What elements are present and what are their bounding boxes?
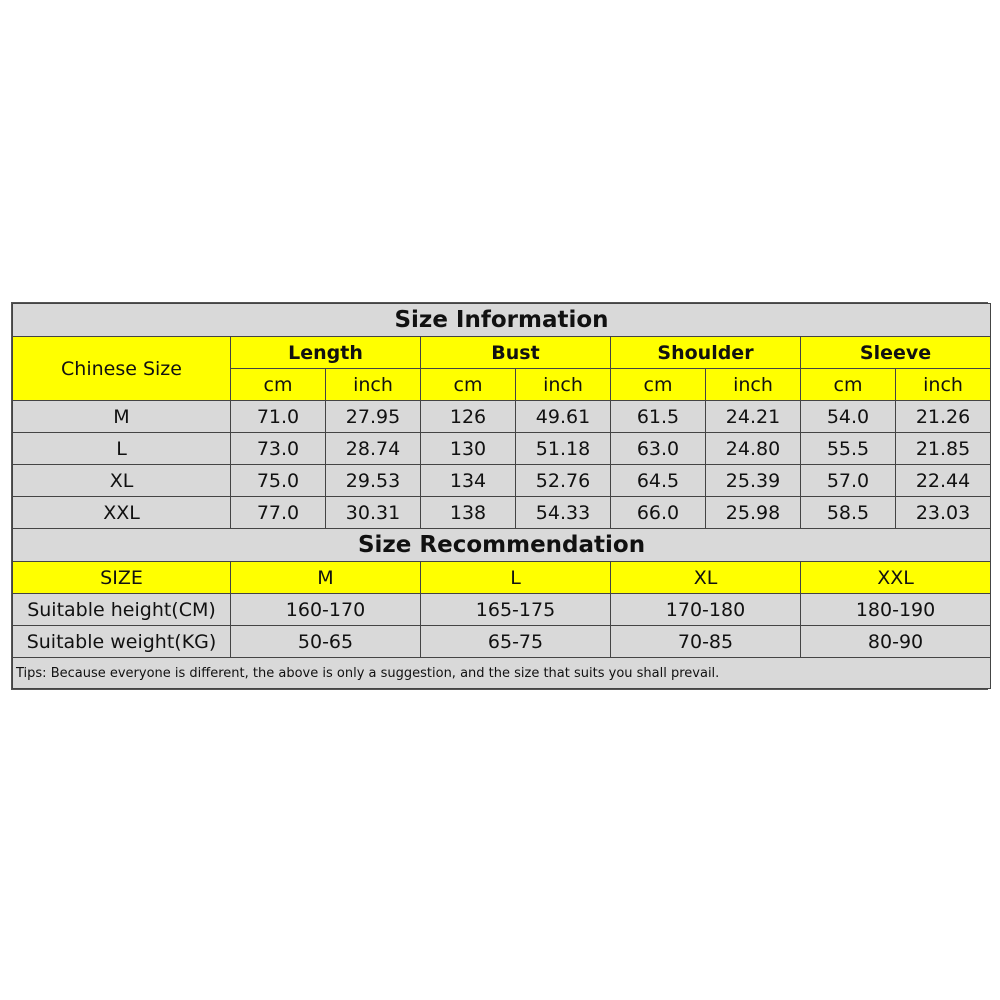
table-cell: 49.61 [516, 401, 611, 433]
rec-row-label: Suitable height(CM) [13, 594, 231, 626]
table-cell: 134 [421, 465, 516, 497]
table-cell: 130 [421, 433, 516, 465]
table-cell: 180-190 [801, 594, 991, 626]
table-cell: 23.03 [896, 497, 991, 529]
size-label: XL [13, 465, 231, 497]
table-cell: 57.0 [801, 465, 896, 497]
table-row [13, 497, 991, 529]
table-cell: 29.53 [326, 465, 421, 497]
unit-label: inch [516, 369, 611, 401]
table-cell: 73.0 [231, 433, 326, 465]
tips-text: Tips: Because everyone is different, the above is only a suggestion, and the size that suits you shall prevail. [13, 658, 991, 689]
unit-label: cm [421, 369, 516, 401]
table-cell: 63.0 [611, 433, 706, 465]
rec-header-m: M [231, 562, 421, 594]
table-cell: 65-75 [421, 626, 611, 658]
table-row [13, 465, 991, 497]
table-cell: 52.76 [516, 465, 611, 497]
size-label: L [13, 433, 231, 465]
table-cell: 70-85 [611, 626, 801, 658]
unit-label: cm [611, 369, 706, 401]
table-row [13, 626, 991, 658]
size-label: XXL [13, 497, 231, 529]
table-cell: 160-170 [231, 594, 421, 626]
size-table [12, 303, 991, 689]
group-header-sleeve: Sleeve [801, 337, 991, 369]
table-cell: 126 [421, 401, 516, 433]
rec-header-l: L [421, 562, 611, 594]
table-cell: 54.33 [516, 497, 611, 529]
table-cell: 54.0 [801, 401, 896, 433]
table-cell: 21.26 [896, 401, 991, 433]
chinese-size-header: Chinese Size [13, 337, 231, 401]
unit-label: cm [801, 369, 896, 401]
table-cell: 75.0 [231, 465, 326, 497]
group-header-shoulder: Shoulder [611, 337, 801, 369]
table-cell: 51.18 [516, 433, 611, 465]
size-info-title: Size Information [13, 304, 991, 337]
group-header-length: Length [231, 337, 421, 369]
table-cell: 25.39 [706, 465, 801, 497]
table-cell: 61.5 [611, 401, 706, 433]
table-cell: 64.5 [611, 465, 706, 497]
rec-header-size: SIZE [13, 562, 231, 594]
table-cell: 27.95 [326, 401, 421, 433]
table-cell: 138 [421, 497, 516, 529]
rec-header-xl: XL [611, 562, 801, 594]
size-chart [11, 302, 988, 690]
table-cell: 165-175 [421, 594, 611, 626]
unit-label: inch [896, 369, 991, 401]
unit-label: inch [326, 369, 421, 401]
table-row [13, 401, 991, 433]
size-label: M [13, 401, 231, 433]
group-header-bust: Bust [421, 337, 611, 369]
table-cell: 25.98 [706, 497, 801, 529]
table-cell: 77.0 [231, 497, 326, 529]
table-cell: 24.21 [706, 401, 801, 433]
table-cell: 80-90 [801, 626, 991, 658]
table-cell: 21.85 [896, 433, 991, 465]
table-cell: 30.31 [326, 497, 421, 529]
size-rec-title: Size Recommendation [13, 529, 991, 562]
table-cell: 71.0 [231, 401, 326, 433]
table-cell: 50-65 [231, 626, 421, 658]
rec-header-xxl: XXL [801, 562, 991, 594]
table-cell: 170-180 [611, 594, 801, 626]
table-row [13, 594, 991, 626]
unit-label: cm [231, 369, 326, 401]
table-cell: 66.0 [611, 497, 706, 529]
table-cell: 28.74 [326, 433, 421, 465]
table-cell: 24.80 [706, 433, 801, 465]
table-cell: 58.5 [801, 497, 896, 529]
table-cell: 22.44 [896, 465, 991, 497]
table-cell: 55.5 [801, 433, 896, 465]
rec-row-label: Suitable weight(KG) [13, 626, 231, 658]
table-row [13, 433, 991, 465]
unit-label: inch [706, 369, 801, 401]
